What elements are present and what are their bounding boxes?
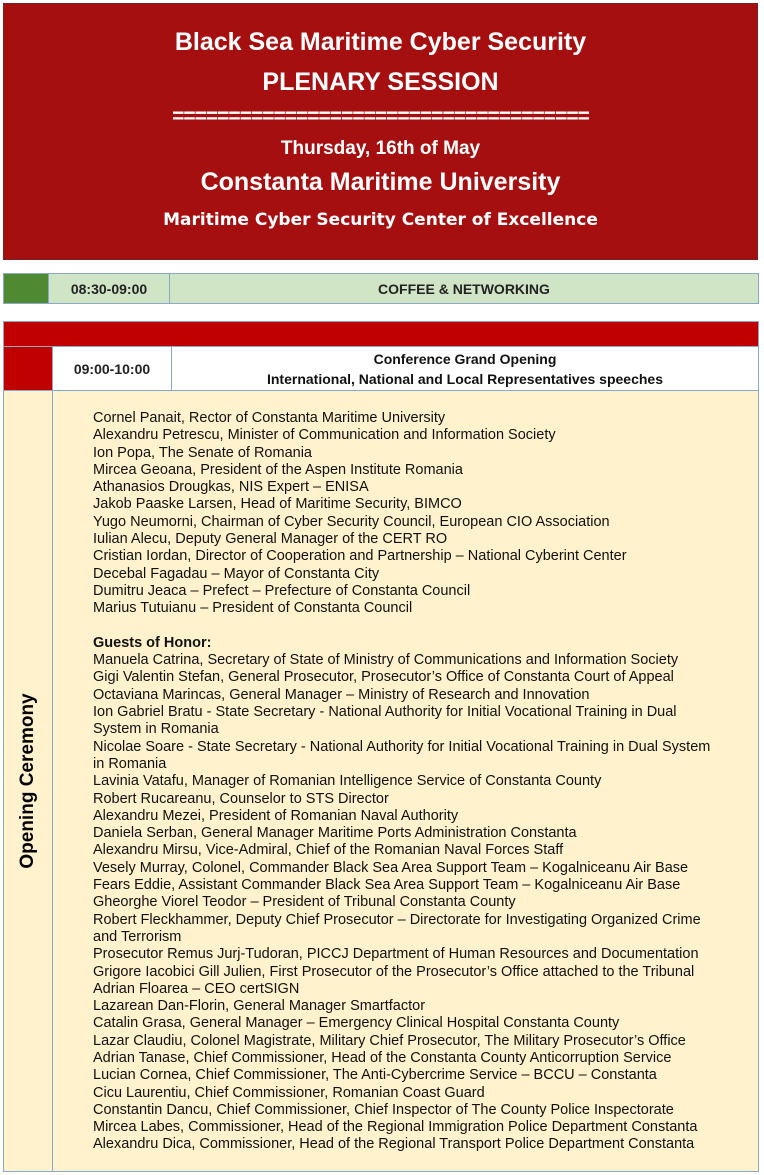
guest-line: Ion Gabriel Bratu - State Secretary - National Authority for Initial Vocational Training in Dual bbox=[93, 704, 677, 721]
speaker-line: Dumitru Jeaca – Prefect – Prefecture of Constanta Council bbox=[93, 582, 471, 599]
guest-line: Constantin Dancu, Chief Commissioner, Chief Inspector of The County Police Inspectorate bbox=[93, 1101, 674, 1118]
speaker-list bbox=[53, 391, 758, 1171]
speaker-line: Jakob Paaske Larsen, Head of Maritime Security, BIMCO bbox=[93, 496, 462, 513]
guest-line: Vesely Murray, Colonel, Commander Black Sea Area Support Team – Kogalniceanu Air Base bbox=[93, 859, 689, 876]
speaker-line: Cornel Panait, Rector of Constanta Maritime University bbox=[93, 410, 446, 426]
speaker-line: Mircea Geoana, President of the Aspen Institute Romania bbox=[93, 461, 463, 478]
speaker-line: Athanasios Drougkas, NIS Expert – ENISA bbox=[93, 479, 369, 496]
guest-line: Alexandru Mirsu, Vice-Admiral, Chief of the Romanian Naval Forces Staff bbox=[93, 842, 564, 859]
session-description bbox=[172, 347, 758, 390]
guest-line: Lucian Cornea, Chief Commissioner, The Anti-Cybercrime Service – BCCU – Constanta bbox=[93, 1067, 657, 1084]
guest-line: Cicu Laurentiu, Chief Commissioner, Romanian Coast Guard bbox=[93, 1084, 485, 1101]
speaker-line: Alexandru Petrescu, Minister of Communication and Information Society bbox=[93, 427, 556, 444]
event-venue: Constanta Maritime University bbox=[200, 168, 561, 196]
guest-line: Alexandru Mezei, President of Romanian Naval Authority bbox=[93, 807, 459, 824]
session-header bbox=[3, 3, 758, 260]
guest-line: Fears Eddie, Assistant Commander Black Sea Area Support Team – Kogalniceanu Air Base bbox=[93, 877, 681, 894]
guest-line: Grigore Iacobici Gill Julien, First Prosecutor of the Prosecutor’s Office attached to the Tribunal bbox=[93, 963, 695, 980]
coffee-color-marker bbox=[4, 274, 49, 303]
guest-line: Manuela Catrina, Secretary of State of Ministry of Communications and Information Society bbox=[93, 652, 679, 669]
session-time: 09:00-10:00 bbox=[53, 347, 172, 390]
guest-line: in Romania bbox=[93, 755, 167, 772]
speaker-line: Cristian Iordan, Director of Cooperation and Partnership – National Cyberint Center bbox=[93, 548, 627, 565]
session-time-row bbox=[4, 347, 758, 391]
header-separator: ===================================== bbox=[172, 105, 589, 128]
session-color-marker bbox=[4, 347, 53, 390]
guest-line: Robert Fleckhammer, Deputy Chief Prosecutor – Directorate for Investigating Organized Crime bbox=[93, 911, 701, 928]
opening-ceremony-label: Opening Ceremony bbox=[17, 693, 38, 869]
guest-line: Lazar Claudiu, Colonel Magistrate, Military Chief Prosecutor, The Military Prosecutor’s Office bbox=[93, 1032, 686, 1049]
guests-heading: Guests of Honor: bbox=[93, 634, 212, 651]
list-gap bbox=[93, 618, 758, 635]
guest-line: Gigi Valentin Stefan, General Prosecutor, Prosecutor’s Office of Constanta Court of Appeal bbox=[93, 669, 674, 686]
guest-line: Lazarean Dan-Florin, General Manager Smartfactor bbox=[93, 998, 426, 1015]
event-title: Black Sea Maritime Cyber Security bbox=[174, 28, 587, 56]
guest-line: Adrian Floarea – CEO certSIGN bbox=[93, 980, 300, 997]
event-date: Thursday, 16th of May bbox=[280, 138, 481, 159]
speaker-line: Ion Popa, The Senate of Romania bbox=[93, 444, 312, 461]
guest-line: Robert Rucareanu, Counselor to STS Director bbox=[93, 790, 389, 807]
guest-line: Catalin Grasa, General Manager – Emergency Clinical Hospital Constanta County bbox=[93, 1015, 620, 1032]
speaker-line: Iulian Alecu, Deputy General Manager of the CERT RO bbox=[93, 531, 448, 548]
coffee-time: 08:30-09:00 bbox=[49, 274, 170, 303]
speaker-line: Yugo Neumorni, Chairman of Cyber Security Council, European CIO Association bbox=[93, 513, 610, 530]
guest-line: Prosecutor Remus Jurj-Tudoran, PICCJ Department of Human Resources and Documentation bbox=[93, 946, 699, 963]
speaker-line: Marius Tutuianu – President of Constanta Council bbox=[93, 600, 413, 617]
guest-line: Octaviana Marincas, General Manager – Ministry of Research and Innovation bbox=[93, 686, 590, 703]
side-label-cell bbox=[4, 391, 53, 1171]
guests-group bbox=[93, 652, 758, 1154]
guest-line: Adrian Tanase, Chief Commissioner, Head of the Constanta County Anticorruption Service bbox=[93, 1049, 672, 1066]
speakers-group bbox=[93, 410, 758, 618]
guest-line: Mircea Labes, Commissioner, Head of the Regional Immigration Police Department Constanta bbox=[93, 1119, 698, 1136]
guest-line: Nicolae Soare - State Secretary - National Authority for Initial Vocational Training in Dual System bbox=[93, 738, 711, 755]
event-center: Maritime Cyber Security Center of Excellence bbox=[163, 210, 598, 230]
session-line-1: Conference Grand Opening bbox=[373, 351, 557, 367]
opening-session-table bbox=[3, 321, 759, 1172]
guest-line: and Terrorism bbox=[93, 928, 182, 945]
guest-line: Alexandru Dica, Commissioner, Head of the Regional Transport Police Department Constanta bbox=[93, 1136, 695, 1153]
session-body bbox=[4, 391, 758, 1171]
session-line-2: International, National and Local Representatives speeches bbox=[266, 371, 663, 387]
coffee-row bbox=[3, 273, 759, 304]
coffee-label: COFFEE & NETWORKING bbox=[378, 280, 550, 297]
guest-line: Lavinia Vatafu, Manager of Romanian Intelligence Service of Constanta County bbox=[93, 773, 602, 790]
speaker-line: Decebal Fagadau – Mayor of Constanta City bbox=[93, 565, 380, 582]
guest-line: Gheorghe Viorel Teodor – President of Tribunal Constanta County bbox=[93, 894, 516, 911]
session-color-bar bbox=[4, 322, 758, 347]
guest-line: Daniela Serban, General Manager Maritime Ports Administration Constanta bbox=[93, 825, 577, 842]
guest-line: System in Romania bbox=[93, 721, 219, 738]
session-title: PLENARY SESSION bbox=[262, 68, 499, 96]
